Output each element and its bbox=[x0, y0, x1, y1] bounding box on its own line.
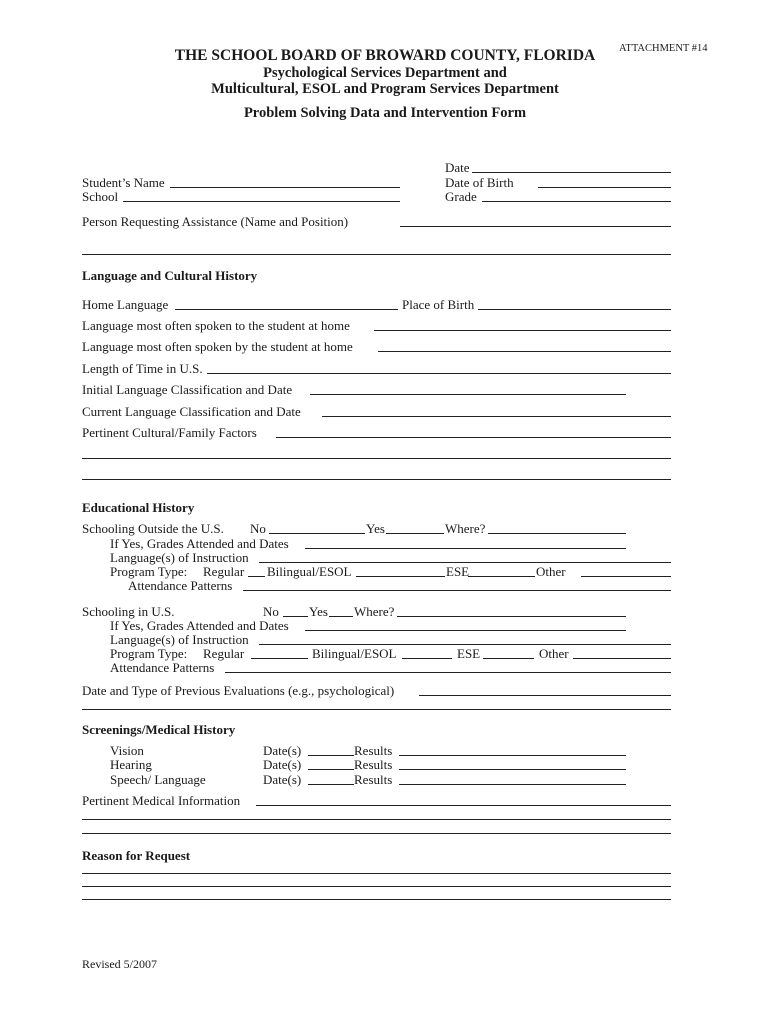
previous-evaluations-line-2[interactable] bbox=[82, 709, 671, 710]
outside-program-type-label: Program Type: bbox=[110, 564, 188, 579]
us-regular-label: Regular bbox=[203, 646, 245, 661]
current-classification-label: Current Language Classification and Date bbox=[82, 404, 301, 419]
medical-info-line-3[interactable] bbox=[82, 833, 671, 834]
speech-results-field[interactable] bbox=[399, 784, 626, 785]
speech-dates-label: Date(s) bbox=[263, 772, 302, 787]
speech-results-label: Results bbox=[354, 772, 393, 787]
vision-dates-field[interactable] bbox=[308, 755, 354, 756]
vision-dates-label: Date(s) bbox=[263, 743, 302, 758]
us-grades-field[interactable] bbox=[305, 630, 626, 631]
outside-where-field[interactable] bbox=[488, 533, 626, 534]
outside-regular-field[interactable] bbox=[248, 576, 265, 577]
us-yes-label: Yes bbox=[309, 604, 328, 619]
outside-languages-field[interactable] bbox=[259, 562, 671, 563]
outside-bilingual-label: Bilingual/ESOL bbox=[267, 564, 352, 579]
requester-label: Person Requesting Assistance (Name and Position) bbox=[82, 214, 349, 229]
previous-evaluations-field[interactable] bbox=[419, 695, 671, 696]
attachment-label: ATTACHMENT #14 bbox=[619, 43, 708, 54]
student-name-label: Student’s Name bbox=[82, 175, 165, 190]
us-languages-label: Language(s) of Instruction bbox=[110, 632, 249, 647]
us-regular-field[interactable] bbox=[251, 658, 308, 659]
time-in-us-label: Length of Time in U.S. bbox=[82, 361, 203, 376]
us-no-label: No bbox=[263, 604, 279, 619]
outside-attendance-field[interactable] bbox=[243, 590, 671, 591]
us-grades-label: If Yes, Grades Attended and Dates bbox=[110, 618, 289, 633]
cultural-factors-field[interactable] bbox=[276, 437, 671, 438]
grade-label: Grade bbox=[445, 189, 477, 204]
form-title: Problem Solving Data and Intervention Form bbox=[243, 105, 527, 121]
vision-results-label: Results bbox=[354, 743, 393, 758]
speech-dates-field[interactable] bbox=[308, 784, 354, 785]
us-where-label: Where? bbox=[354, 604, 395, 619]
outside-languages-label: Language(s) of Instruction bbox=[110, 550, 249, 565]
us-other-label: Other bbox=[539, 646, 569, 661]
place-of-birth-label: Place of Birth bbox=[402, 297, 475, 312]
board-title: THE SCHOOL BOARD OF BROWARD COUNTY, FLORIDA bbox=[174, 47, 596, 64]
place-of-birth-field[interactable] bbox=[478, 309, 671, 310]
us-attendance-field[interactable] bbox=[225, 672, 671, 673]
date-label: Date bbox=[445, 160, 470, 175]
department-line-2: Multicultural, ESOL and Program Services Department bbox=[211, 81, 559, 97]
medical-info-field[interactable] bbox=[256, 805, 671, 806]
dob-label: Date of Birth bbox=[445, 175, 514, 190]
us-yes-field[interactable] bbox=[329, 616, 353, 617]
outside-other-field[interactable] bbox=[581, 576, 671, 577]
outside-where-label: Where? bbox=[445, 521, 486, 536]
spoken-by-field[interactable] bbox=[378, 351, 671, 352]
hearing-results-field[interactable] bbox=[399, 769, 626, 770]
hearing-dates-field[interactable] bbox=[308, 769, 354, 770]
dob-field[interactable] bbox=[538, 187, 671, 188]
outside-yes-label: Yes bbox=[366, 521, 385, 536]
outside-grades-label: If Yes, Grades Attended and Dates bbox=[110, 536, 289, 551]
department-line-1: Psychological Services Department and bbox=[263, 65, 507, 81]
current-classification-field[interactable] bbox=[322, 416, 671, 417]
medical-info-label: Pertinent Medical Information bbox=[82, 793, 241, 808]
hearing-label: Hearing bbox=[110, 757, 152, 772]
screenings-section-heading: Screenings/Medical History bbox=[82, 722, 236, 737]
outside-no-field[interactable] bbox=[269, 533, 365, 534]
reason-line-2[interactable] bbox=[82, 886, 671, 887]
outside-other-label: Other bbox=[536, 564, 566, 579]
language-section-heading: Language and Cultural History bbox=[82, 268, 258, 283]
outside-yes-field[interactable] bbox=[386, 533, 444, 534]
spoken-to-label: Language most often spoken to the student at home bbox=[82, 318, 350, 333]
date-field[interactable] bbox=[472, 172, 671, 173]
cultural-factors-line-3[interactable] bbox=[82, 479, 671, 480]
us-ese-field[interactable] bbox=[483, 658, 534, 659]
spoken-by-label: Language most often spoken by the student at home bbox=[82, 339, 353, 354]
schooling-outside-label: Schooling Outside the U.S. bbox=[82, 521, 224, 536]
us-other-field[interactable] bbox=[573, 658, 671, 659]
home-language-field[interactable] bbox=[175, 309, 398, 310]
school-label: School bbox=[82, 189, 119, 204]
speech-language-label: Speech/ Language bbox=[110, 772, 206, 787]
us-bilingual-label: Bilingual/ESOL bbox=[312, 646, 397, 661]
home-language-label: Home Language bbox=[82, 297, 169, 312]
vision-results-field[interactable] bbox=[399, 755, 626, 756]
us-where-field[interactable] bbox=[397, 616, 626, 617]
outside-grades-field[interactable] bbox=[305, 548, 626, 549]
outside-bilingual-field[interactable] bbox=[356, 576, 445, 577]
schooling-us-label: Schooling in U.S. bbox=[82, 604, 175, 619]
grade-field[interactable] bbox=[482, 201, 671, 202]
us-ese-label: ESE bbox=[457, 646, 481, 661]
previous-evaluations-label: Date and Type of Previous Evaluations (e.g., psychological) bbox=[82, 683, 395, 698]
initial-classification-field[interactable] bbox=[310, 394, 626, 395]
outside-attendance-label: Attendance Patterns bbox=[128, 578, 233, 593]
us-bilingual-field[interactable] bbox=[402, 658, 452, 659]
reason-section-heading: Reason for Request bbox=[82, 848, 191, 863]
medical-info-line-2[interactable] bbox=[82, 819, 671, 820]
outside-ese-label: ESE bbox=[446, 564, 470, 579]
cultural-factors-line-2[interactable] bbox=[82, 458, 671, 459]
outside-no-label: No bbox=[250, 521, 266, 536]
vision-label: Vision bbox=[110, 743, 144, 758]
education-section-heading: Educational History bbox=[82, 500, 195, 515]
revised-date: Revised 5/2007 bbox=[82, 957, 157, 971]
requester-field[interactable] bbox=[400, 226, 671, 227]
cultural-factors-label: Pertinent Cultural/Family Factors bbox=[82, 425, 257, 440]
outside-regular-label: Regular bbox=[203, 564, 245, 579]
hearing-dates-label: Date(s) bbox=[263, 757, 302, 772]
us-attendance-label: Attendance Patterns bbox=[110, 660, 215, 675]
time-in-us-field[interactable] bbox=[207, 373, 671, 374]
us-no-field[interactable] bbox=[283, 616, 308, 617]
student-name-field[interactable] bbox=[170, 187, 400, 188]
us-program-type-label: Program Type: bbox=[110, 646, 188, 661]
spoken-to-field[interactable] bbox=[374, 330, 671, 331]
school-field[interactable] bbox=[123, 201, 400, 202]
us-languages-field[interactable] bbox=[259, 644, 671, 645]
initial-classification-label: Initial Language Classification and Date bbox=[82, 382, 293, 397]
outside-ese-field[interactable] bbox=[468, 576, 535, 577]
reason-line-1[interactable] bbox=[82, 873, 671, 874]
hearing-results-label: Results bbox=[354, 757, 393, 772]
reason-line-3[interactable] bbox=[82, 899, 671, 900]
requester-field-line-2[interactable] bbox=[82, 254, 671, 255]
